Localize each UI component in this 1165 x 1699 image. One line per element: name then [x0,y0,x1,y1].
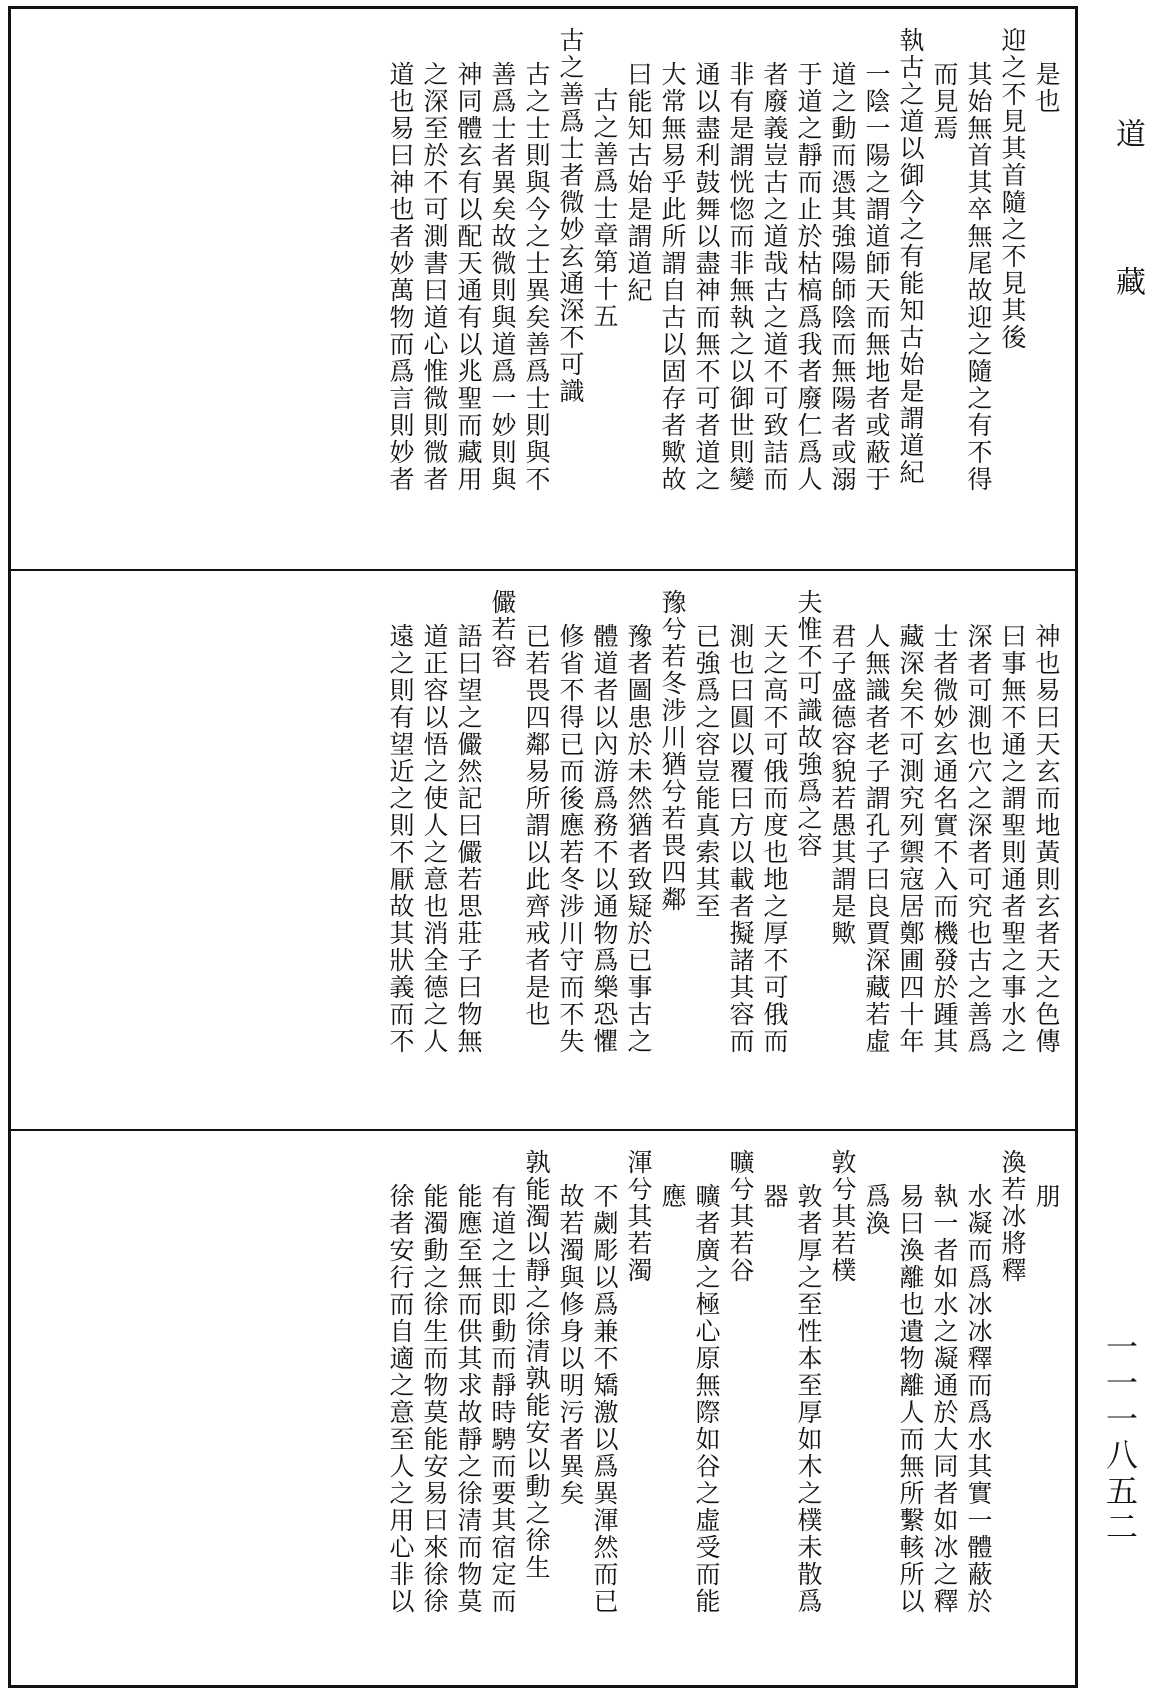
text-column: 古之士則與今之士異矣善爲士則與不 [522,61,551,493]
text-column: 能濁動之徐生而物莫能安易曰來徐徐 [420,1183,449,1615]
text-column: 藏深矣不可測究列禦寇居鄭圃四十年 [896,623,925,1055]
text-column: 徐者安行而自適之意至人之用心非以 [386,1183,415,1615]
text-column: 曰能知古始是謂道紀 [624,61,653,304]
text-column: 爲渙 [862,1183,891,1237]
text-column: 大常無易乎此所謂自古以固存者歟故 [658,61,687,493]
text-column: 者廢義豈古之道哉古之道不可致詰而 [760,61,789,493]
text-column: 體道者以內游爲務不以通物爲樂恐懼 [590,623,619,1055]
text-column: 渙若冰將釋 [998,1149,1027,1284]
text-column: 善爲士者異矣故微則與道爲一妙則與 [488,61,517,493]
panel-bottom [11,1129,1075,1685]
text-column: 夫惟不可識故強爲之容 [794,589,823,859]
text-column: 之深至於不可測書曰道心惟微則微者 [420,61,449,493]
text-column: 君子盛德容貌若愚其謂是歟 [828,623,857,947]
text-column: 敦者厚之至性本至厚如木之樸未散爲 [794,1183,823,1615]
text-column: 非有是謂恍惚而非無執之以御世則變 [726,61,755,493]
text-column: 道也易曰神也者妙萬物而爲言則妙者 [386,61,415,493]
text-column: 測也曰圓以覆曰方以載者擬諸其容而 [726,623,755,1055]
text-column: 修省不得已而後應若冬涉川守而不失 [556,623,585,1055]
text-column: 水凝而爲冰冰釋而爲水其實一體蔽於 [964,1183,993,1615]
text-column: 于道之靜而止於枯槁爲我者廢仁爲人 [794,61,823,493]
text-column: 應 [658,1183,687,1210]
text-column: 天之高不可俄而度也地之厚不可俄而 [760,623,789,1055]
text-column: 執一者如水之凝通於大同者如冰之釋 [930,1183,959,1615]
text-column: 古之善爲士者微妙玄通深不可識 [556,27,585,405]
panel-top [11,9,1075,569]
text-column: 執古之道以御今之有能知古始是謂道紀 [896,27,925,486]
text-column: 古之善爲士章第十五 [590,87,619,330]
text-column: 能應至無而供其求故靜之徐清而物莫 [454,1183,483,1615]
text-column: 易曰渙離也遺物離人而無所繫輆所以 [896,1183,925,1615]
text-column: 迎之不見其首隨之不見其後 [998,27,1027,351]
text-column: 豫者圖患於未然猶者致疑於已事古之 [624,623,653,1055]
text-column: 道之動而憑其強陽師陰而無陽者或溺 [828,61,857,493]
text-column: 通以盡利鼓舞以盡神而無不可者道之 [692,61,721,493]
text-column: 語曰望之儼然記曰儼若思莊子曰物無 [454,623,483,1055]
text-column: 曰事無不通之謂聖則通者聖之事水之 [998,623,1027,1055]
text-column: 人無識者老子謂孔子曰良賈深藏若虛 [862,623,891,1055]
text-column: 不劌彫以爲兼不矯激以爲異渾然而已 [590,1183,619,1615]
text-column: 而見焉 [930,61,959,142]
text-column: 神也易曰天玄而地黃則玄者天之色傳 [1032,623,1061,1055]
text-column: 曠兮其若谷 [726,1149,755,1284]
text-column: 神同體玄有以配天通有以兆聖而藏用 [454,61,483,493]
text-column: 已若畏四鄰易所謂以此齊戒者是也 [522,623,551,1028]
text-column: 豫兮若冬涉川猶兮若畏四鄰 [658,589,687,913]
text-column: 遠之則有望近之則不厭故其狀義而不 [386,623,415,1055]
panel-columns [385,1149,1061,1615]
text-column: 士者微妙玄通名實不入而機發於踵其 [930,623,959,1055]
text-frame [8,6,1078,1688]
text-column: 道正容以悟之使人之意也消全德之人 [420,623,449,1055]
text-column: 其始無首其卒無尾故迎之隨之有不得 [964,61,993,493]
text-column: 故若濁與修身以明污者異矣 [556,1183,585,1507]
text-column: 已強爲之容豈能真索其至 [692,623,721,920]
text-column: 深者可測也穴之深者可究也古之善爲 [964,623,993,1055]
panel-middle [11,569,1075,1129]
text-column: 儼若容 [488,589,517,670]
text-column: 一陰一陽之謂道師天而無地者或蔽于 [862,61,891,493]
panel-columns [385,27,1061,493]
panel-columns [385,589,1061,1055]
text-column: 渾兮其若濁 [624,1149,653,1284]
text-column: 有道之士即動而靜時騁而要其宿定而 [488,1183,517,1615]
text-column: 敦兮其若樸 [828,1149,857,1284]
text-column: 曠者廣之極心原無際如谷之虛受而能 [692,1183,721,1615]
page-number: 一一一八五二 [1101,1330,1139,1546]
text-column: 孰能濁以靜之徐清孰能安以動之徐生 [522,1149,551,1581]
side-title: 道藏 [1110,118,1145,414]
text-column: 器 [760,1183,789,1210]
text-column: 是也 [1032,61,1061,115]
text-column: 朋 [1032,1183,1061,1210]
